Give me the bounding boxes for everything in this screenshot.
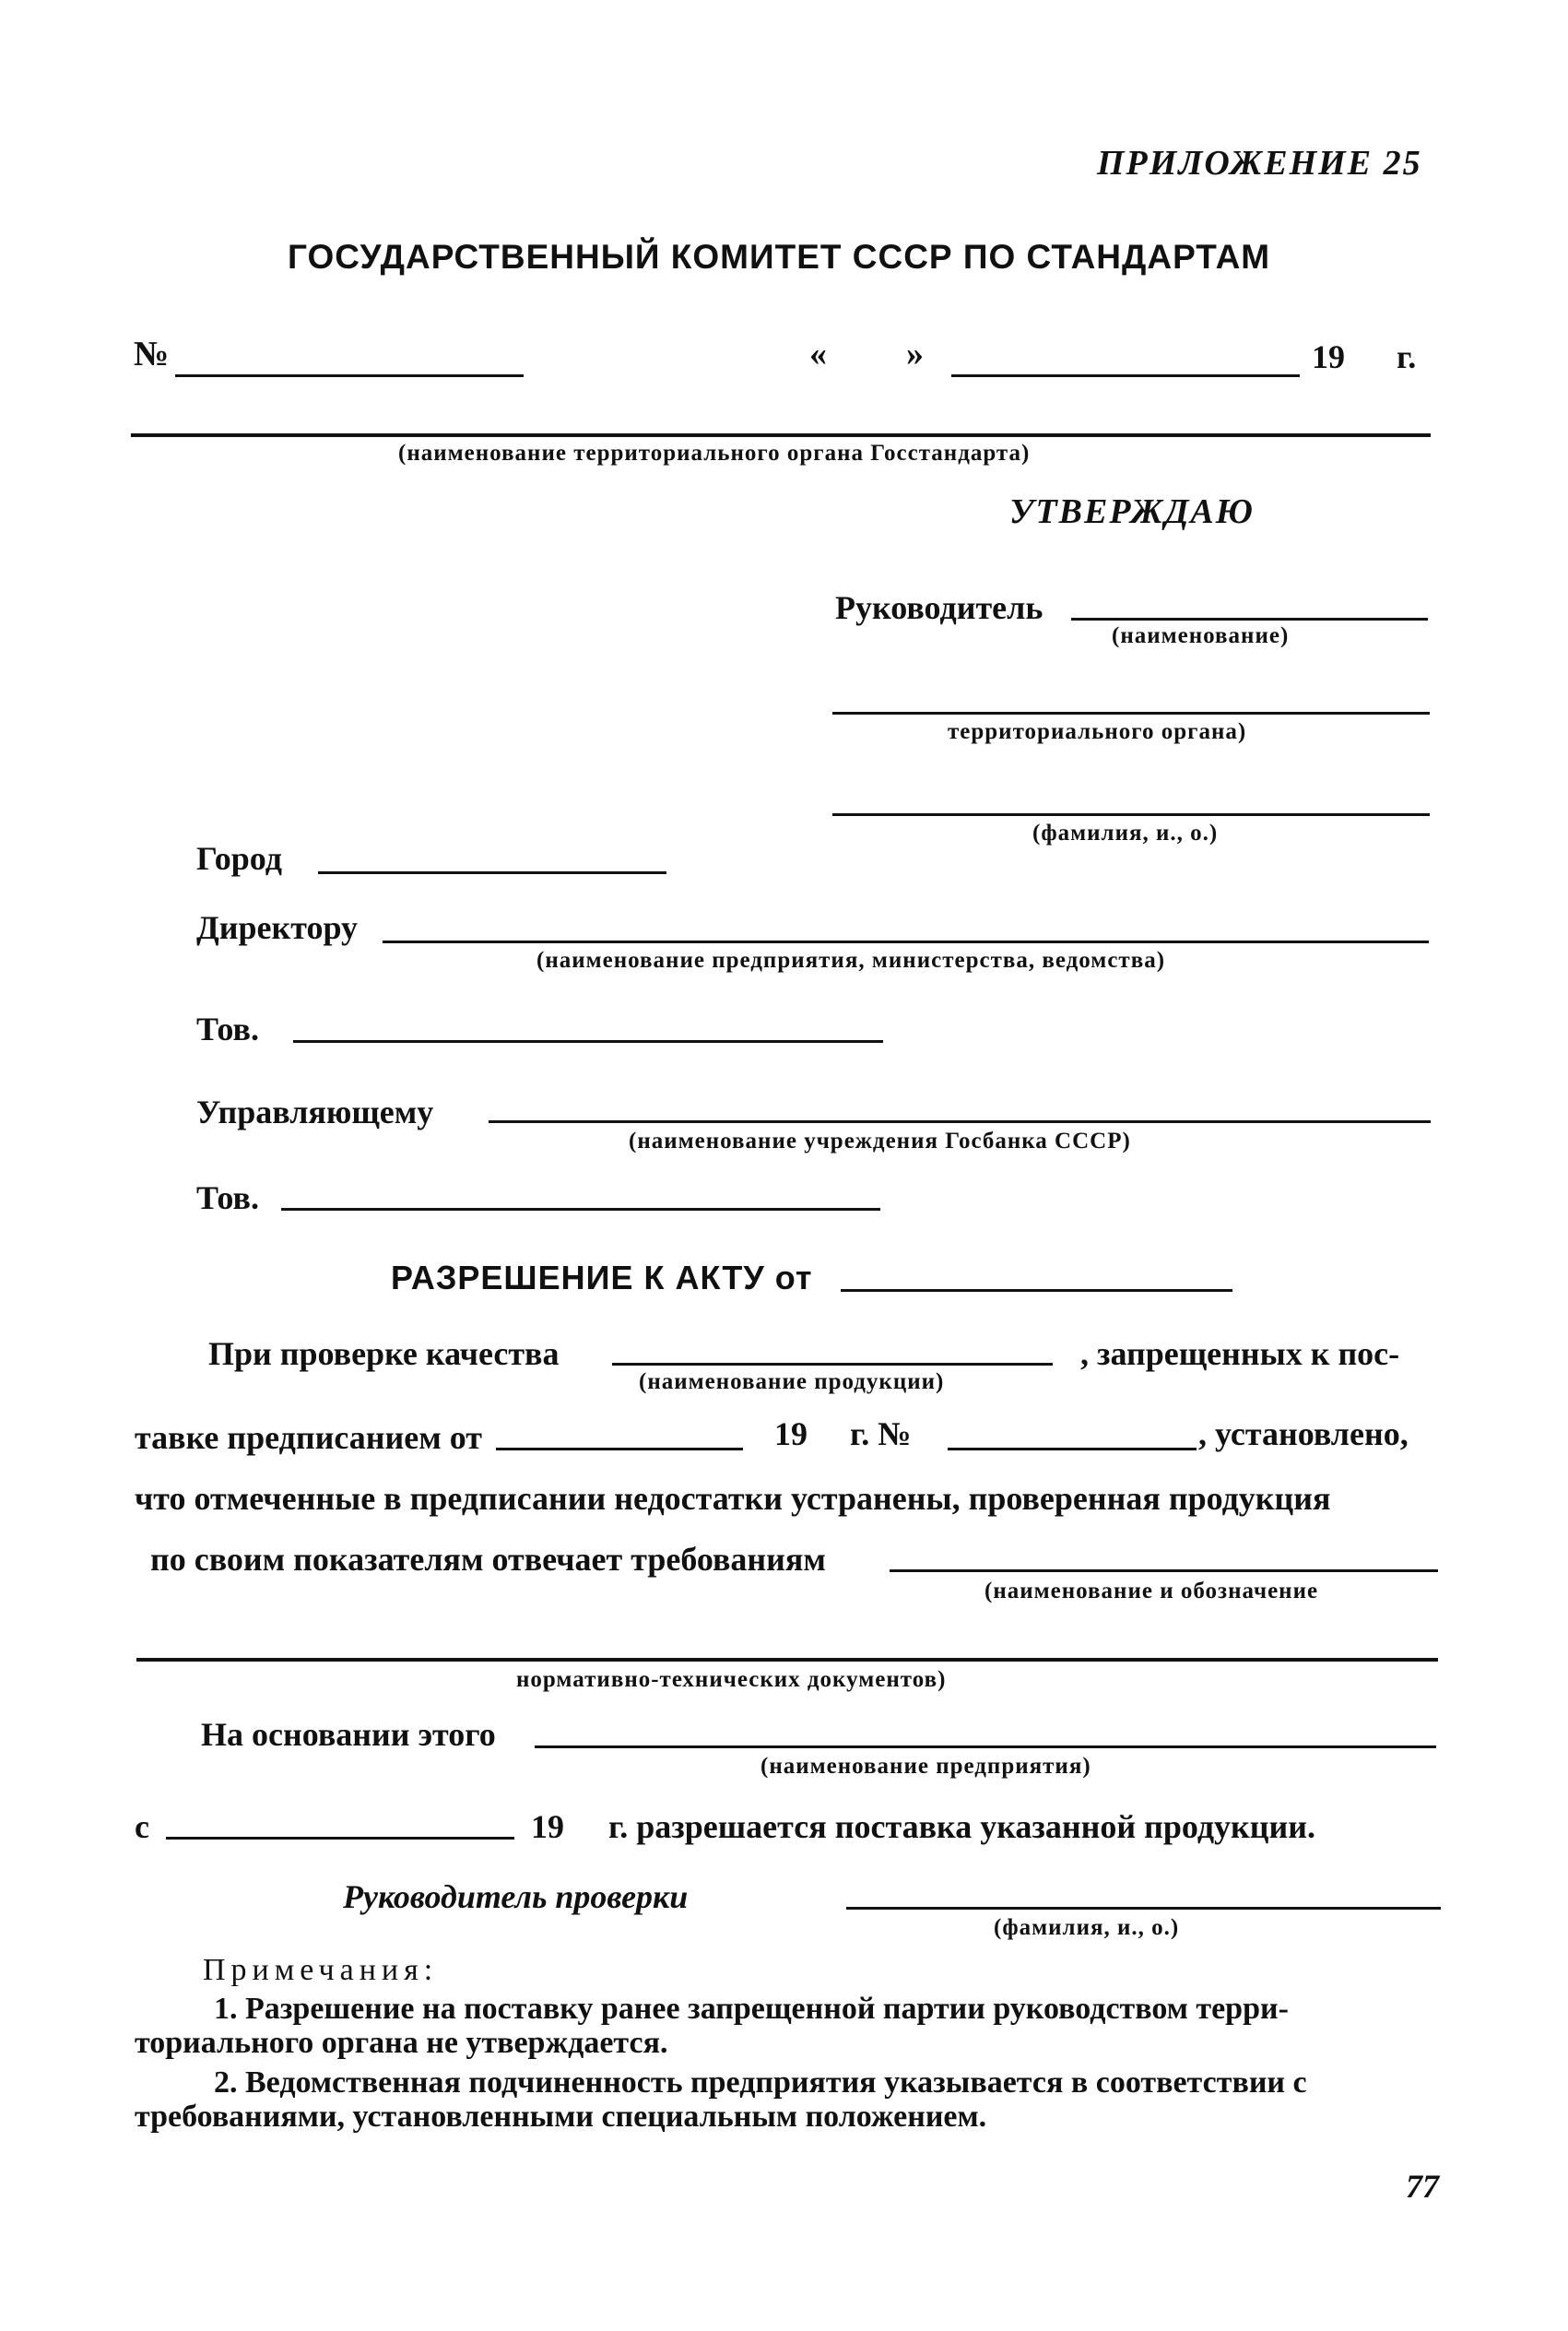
notes-title: Примечания: (203, 1953, 439, 1987)
product-caption: (наименование продукции) (639, 1369, 945, 1394)
head-label: Руководитель (835, 589, 1043, 626)
director-label: Директору (196, 909, 359, 946)
order-suffix: , установлено, (1198, 1415, 1409, 1452)
from-suffix: г. разрешается поставка указанной продукции. (608, 1808, 1316, 1845)
appendix-label: ПРИЛОЖЕНИЕ 25 (1097, 144, 1422, 183)
enterprise-caption: (наименование предприятия) (760, 1754, 1091, 1779)
territorial-organ-caption: (наименование территориального органа Госстандарта) (398, 441, 1031, 466)
from-prefix: с (135, 1808, 149, 1845)
note-1-line-2: ториального органа не утверждается. (135, 2026, 668, 2060)
tov-2-field[interactable] (281, 1208, 880, 1211)
note-1-line-1: 1. Разрешение на поставку ранее запрещенной партии руководством терри- (214, 1992, 1289, 2026)
tov-1-field[interactable] (293, 1040, 883, 1043)
date-open-quote: « (809, 335, 827, 373)
from-year: 19 (531, 1808, 564, 1845)
from-date-field[interactable] (166, 1837, 514, 1840)
territorial-organ-field[interactable] (131, 433, 1431, 437)
check-prefix: При проверке качества (208, 1335, 560, 1372)
order-date-field[interactable] (496, 1448, 743, 1450)
inspection-head-label: Руководитель проверки (343, 1878, 689, 1915)
head-fio-caption: (фамилия, и., о.) (1032, 821, 1219, 846)
date-close-quote: » (906, 335, 924, 373)
number-sign: № (134, 335, 170, 373)
page-number: 77 (1406, 2168, 1439, 2205)
basis-prefix: На основании этого (201, 1716, 496, 1753)
inspection-head-caption: (фамилия, и., о.) (994, 1915, 1180, 1940)
line-four: по своим показателям отвечает требованиям (150, 1541, 826, 1578)
date-field[interactable] (951, 374, 1300, 377)
number-field[interactable] (175, 374, 524, 377)
city-label: Город (196, 840, 282, 877)
committee-title: ГОСУДАРСТВЕННЫЙ КОМИТЕТ СССР ПО СТАНДАРТАМ (288, 238, 1271, 276)
enterprise-field[interactable] (535, 1745, 1436, 1748)
permission-title: РАЗРЕШЕНИЕ К АКТУ от (391, 1259, 813, 1296)
order-number-label: г. № (850, 1415, 912, 1452)
product-field[interactable] (612, 1363, 1053, 1366)
note-2-line-2: требованиями, установленными специальным положением. (135, 2100, 987, 2134)
year-suffix: г. (1397, 338, 1417, 375)
order-prefix: тавке предписанием от (135, 1419, 482, 1456)
inspection-head-field[interactable] (846, 1907, 1441, 1910)
norm-doc-field[interactable] (890, 1569, 1438, 1572)
check-suffix: , запрещенных к пос- (1080, 1335, 1400, 1372)
norm-doc-field-2[interactable] (136, 1658, 1438, 1662)
director-field[interactable] (383, 941, 1429, 943)
head-fio-field[interactable] (832, 813, 1430, 816)
line-three: что отмеченные в предписании недостатки устранены, проверенная продукция (135, 1480, 1331, 1517)
year-prefix: 19 (1312, 338, 1345, 375)
manager-label: Управляющему (196, 1094, 434, 1130)
tov-1-label: Тов. (196, 1011, 259, 1047)
director-caption: (наименование предприятия, министерства, ведомства) (536, 948, 1166, 973)
norm-doc-caption-2: нормативно-технических документов) (516, 1667, 947, 1692)
approval-title: УТВЕРЖДАЮ (1009, 492, 1255, 531)
head-position-field[interactable] (1071, 618, 1428, 621)
note-2-line-1: 2. Ведомственная подчиненность предприятия указывается в соответствии с (214, 2065, 1307, 2100)
organ-caption: территориального органа) (948, 719, 1247, 744)
manager-caption: (наименование учреждения Госбанка СССР) (629, 1129, 1131, 1154)
order-year: 19 (774, 1415, 808, 1452)
organ-name-field[interactable] (832, 712, 1430, 715)
act-date-field[interactable] (841, 1289, 1232, 1292)
manager-field[interactable] (489, 1120, 1431, 1123)
tov-2-label: Тов. (196, 1179, 259, 1216)
head-name-caption: (наименование) (1112, 623, 1290, 648)
order-number-field[interactable] (948, 1448, 1197, 1450)
norm-doc-caption-1: (наименование и обозначение (984, 1579, 1319, 1603)
city-field[interactable] (318, 871, 666, 874)
